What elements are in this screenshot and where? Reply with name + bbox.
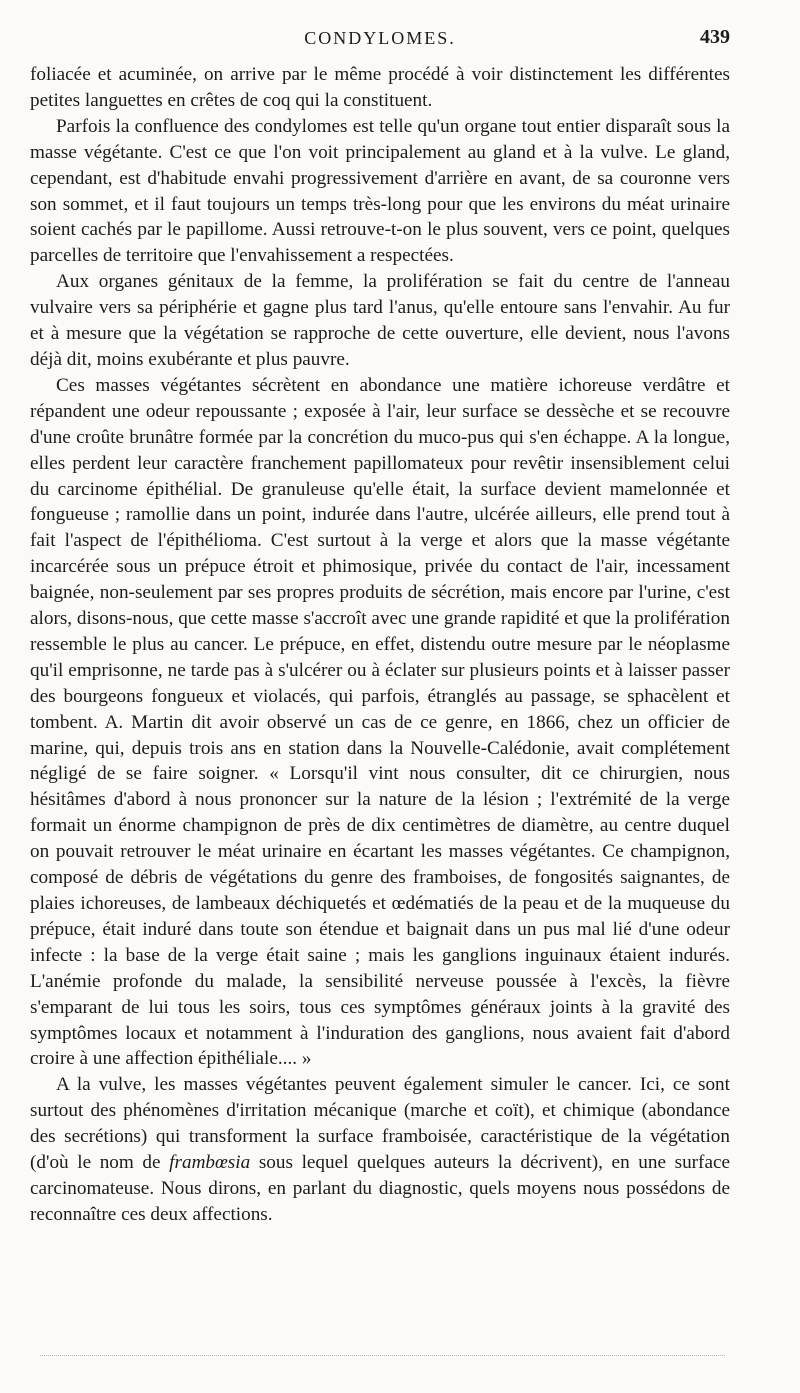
paragraph-text: foliacée et acuminée, on arrive par le même procédé à voir distinctement les différentes petites languettes en crêtes de coq qui la constituent. xyxy=(30,64,730,111)
running-title: CONDYLOMES. xyxy=(304,28,456,48)
page-header xyxy=(30,28,730,56)
paragraph-text: Aux organes génitaux de la femme, la prolifération se fait du centre de l'anneau vulvaire vers sa périphérie et gagne plus tard l'anus, qu'elle entoure sans l'envahir. Au fur et à mesure que la végétation se rapproche de cette ouverture, elle devient, nous l'avons déjà dit, moins exubérante et plus pauvre. xyxy=(30,271,730,370)
paragraph-text: sous lequel quelques auteurs la décrivent), en une surface carcinomateuse. Nous dirons, en parlant du diagnostic, quels moyens nous possédons de reconnaître ces deux affections. xyxy=(30,1152,730,1225)
italic-term: frambœsia xyxy=(169,1152,251,1174)
paragraph-text: A la vulve, les masses végétantes peuvent également simuler le cancer. Ici, ce sont surtout des phénomènes d'irritation mécanique (marche et coït), et chimique (abondance des secrétions) qui transforment la surface framboisée, caractéristique de la végétation (d'où le nom de xyxy=(30,1074,730,1174)
paragraph-female-organs xyxy=(30,269,730,373)
paragraph-text: Parfois la confluence des condylomes est telle qu'un organe tout entier disparaît sous la masse végétante. C'est ce que l'on voit principalement au gland et à la vulve. Le gland, cependant, est d'habitude envahi progressivement d'arrière en avant, de sa couronne vers son sommet, et il faut toujours un temps très-long pour que les environs du méat urinaire soient cachés par le papillome. Aussi retrouve-t-on le plus souvent, vers ce point, quelques parcelles de territoire que l'envahissement a respectées. xyxy=(30,115,730,267)
paragraph-confluence xyxy=(30,114,730,269)
scan-footer-mark xyxy=(40,1355,725,1356)
page-number: 439 xyxy=(700,26,730,48)
paragraph-vulva xyxy=(30,1072,730,1227)
paragraph-text: Ces masses végétantes sécrètent en abondance une matière ichoreuse verdâtre et répandent une odeur repoussante ; exposée à l'air, leur surface se dessèche et se recouvre d'une croûte brunâtre formée par la concrétion du muco-pus qui s'en échappe. A la longue, elles perdent leur caractère franchement papillomateux pour revêtir insensiblement celui du carcinome épithélial. De granuleuse qu'elle était, la surface devient mamelonnée et fongueuse ; ramollie dans un point, indurée dans l'autre, ulcérée ailleurs, elle prend tout à fait l'aspect de l'épithélioma. C'est surtout à la verge et alors que la masse végétante incarcérée sous un prépuce étroit et phimosique, privée du contact de l'air, incessament baignée, non-seulement par ses propres produits de sécrétion, mais encore par l'urine, c'est alors, disons-nous, que cette masse s'accroît avec une grande rapidité et que la prolifération ressemble le plus au cancer. Le prépuce, en effet, distendu outre mesure par le néoplasme qu'il emprisonne, ne tarde pas à s'ulcérer ou à éclater sur plusieurs points et à laisser passer des bourgeons fongueux et violacés, qui parfois, étranglés au passage, se sphacèlent et tombent. A. Martin dit avoir observé un cas de ce genre, en 1866, chez un officier de marine, qui, depuis trois ans en station dans la Nouvelle-Calédonie, avait complétement négligé de se faire soigner. « Lorsqu'il vint nous consulter, dit ce chirurgien, nous hésitâmes d'abord à nous prononcer sur la nature de la lésion ; l'extrémité de la verge formait un énorme champignon de près de dix centimètres de diamètre, au centre duquel on pouvait retrouver le méat urinaire en écartant les masses végétantes. Ce champignon, composé de débris de végétations du genre des framboises, de fongosités saignantes, de plaies ichoreuses, de lambeaux déchiquetés et œdématiés de la peau et de la muqueuse du prépuce, était induré dans toute son étendue et baignait dans un pus mal lié d'une odeur infecte : la base de la verge était saine ; mais les ganglions inguinaux étaient indurés. L'anémie profonde du malade, la sensibilité nerveuse poussée à l'excès, la fièvre s'emparant de lui tous les soirs, tous ces symptômes généraux joints à la gravité des symptômes locaux et notamment à l'induration des ganglions, nous avaient fait d'abord croire à une affection épithéliale.... » xyxy=(30,374,730,1070)
body-text xyxy=(30,62,730,1228)
paragraph-continued xyxy=(30,62,730,114)
paragraph-secretions xyxy=(30,373,730,1072)
